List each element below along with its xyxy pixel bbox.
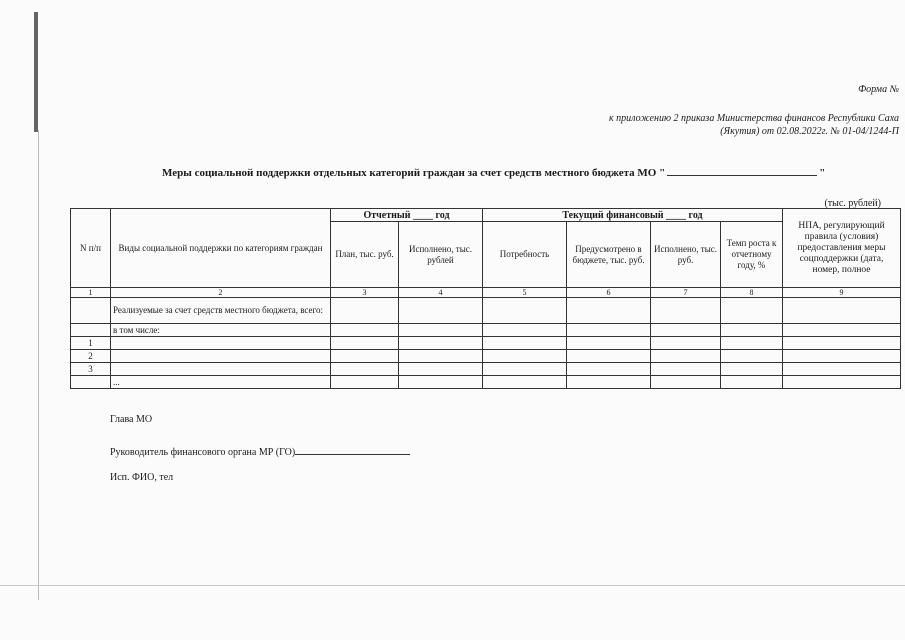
npa-line: соцподдержки (дата, (799, 253, 884, 264)
table-row (71, 376, 901, 389)
col-number: 5 (483, 288, 567, 298)
table-row (71, 350, 901, 363)
col-number: 6 (567, 288, 651, 298)
support-table (70, 208, 901, 389)
col-plan-header: План, тыс. руб. (331, 222, 399, 288)
col-provided-header: Предусмотрено в бюджете, тыс. руб. (567, 222, 651, 288)
title-text: Меры социальной поддержки отдельных категорий граждан за счет средств местного бюджета МО " (162, 167, 666, 179)
row-n (71, 324, 111, 337)
signature-executor: Исп. ФИО, тел (110, 472, 174, 483)
scan-edge-line (38, 130, 39, 600)
row-label: в том числе: (111, 324, 331, 337)
col-number: 8 (721, 288, 783, 298)
row-n (71, 298, 111, 324)
col-executed-current-header: Исполнено, тыс. руб. (651, 222, 721, 288)
row-n: 1 (71, 337, 111, 350)
table-row (71, 363, 901, 376)
scan-bottom-edge (0, 585, 905, 586)
col-number: 9 (783, 288, 901, 298)
col-growth-header: Темп роста к отчетному году, % (721, 222, 783, 288)
row-label (111, 337, 331, 350)
col-number: 3 (331, 288, 399, 298)
signature-blank (295, 445, 410, 455)
document-title (162, 166, 825, 179)
npa-line: правила (условия) (804, 231, 879, 242)
appendix-note (559, 112, 899, 138)
col-number: 2 (111, 288, 331, 298)
npa-line: НПА, регулирующий (798, 220, 885, 231)
form-label: Форма № (858, 84, 899, 95)
row-label: Реализуемые за счет средств местного бюджета, всего: (111, 298, 331, 324)
current-year-group: Текущий финансовый ____ год (483, 209, 783, 222)
units-label: (тыс. рублей) (824, 198, 881, 209)
finance-head-label: Руководитель финансового органа МР (ГО) (110, 447, 296, 458)
appendix-line-2: (Якутия) от 02.08.2022г. № 01-04/1244-П (720, 126, 899, 137)
col-n-header: N п/п (71, 209, 111, 288)
col-need-header: Потребность (483, 222, 567, 288)
scan-edge (34, 12, 38, 132)
col-number: 7 (651, 288, 721, 298)
col-number: 1 (71, 288, 111, 298)
title-blank (667, 166, 817, 176)
table-row (71, 324, 901, 337)
report-year-group: Отчетный ____ год (331, 209, 483, 222)
title-end: " (819, 167, 826, 179)
signature-head: Глава МО (110, 414, 153, 425)
col-types-header: Виды социальной поддержки по категориям граждан (111, 209, 331, 288)
appendix-line-1: к приложению 2 приказа Министерства финансов Республики Саха (608, 113, 899, 124)
row-label (111, 363, 331, 376)
table-row (71, 337, 901, 350)
npa-line: предоставления меры (797, 242, 886, 253)
signature-finance-head (110, 445, 410, 458)
col-npa-header (783, 209, 901, 288)
row-n: 2 (71, 350, 111, 363)
row-label (111, 350, 331, 363)
col-number: 4 (399, 288, 483, 298)
row-n: 3 (71, 363, 111, 376)
npa-line: номер, полное (812, 264, 871, 275)
row-n (71, 376, 111, 389)
row-label: ... (111, 376, 331, 389)
table-row (71, 298, 901, 324)
col-executed-report-header: Исполнено, тыс. рублей (399, 222, 483, 288)
